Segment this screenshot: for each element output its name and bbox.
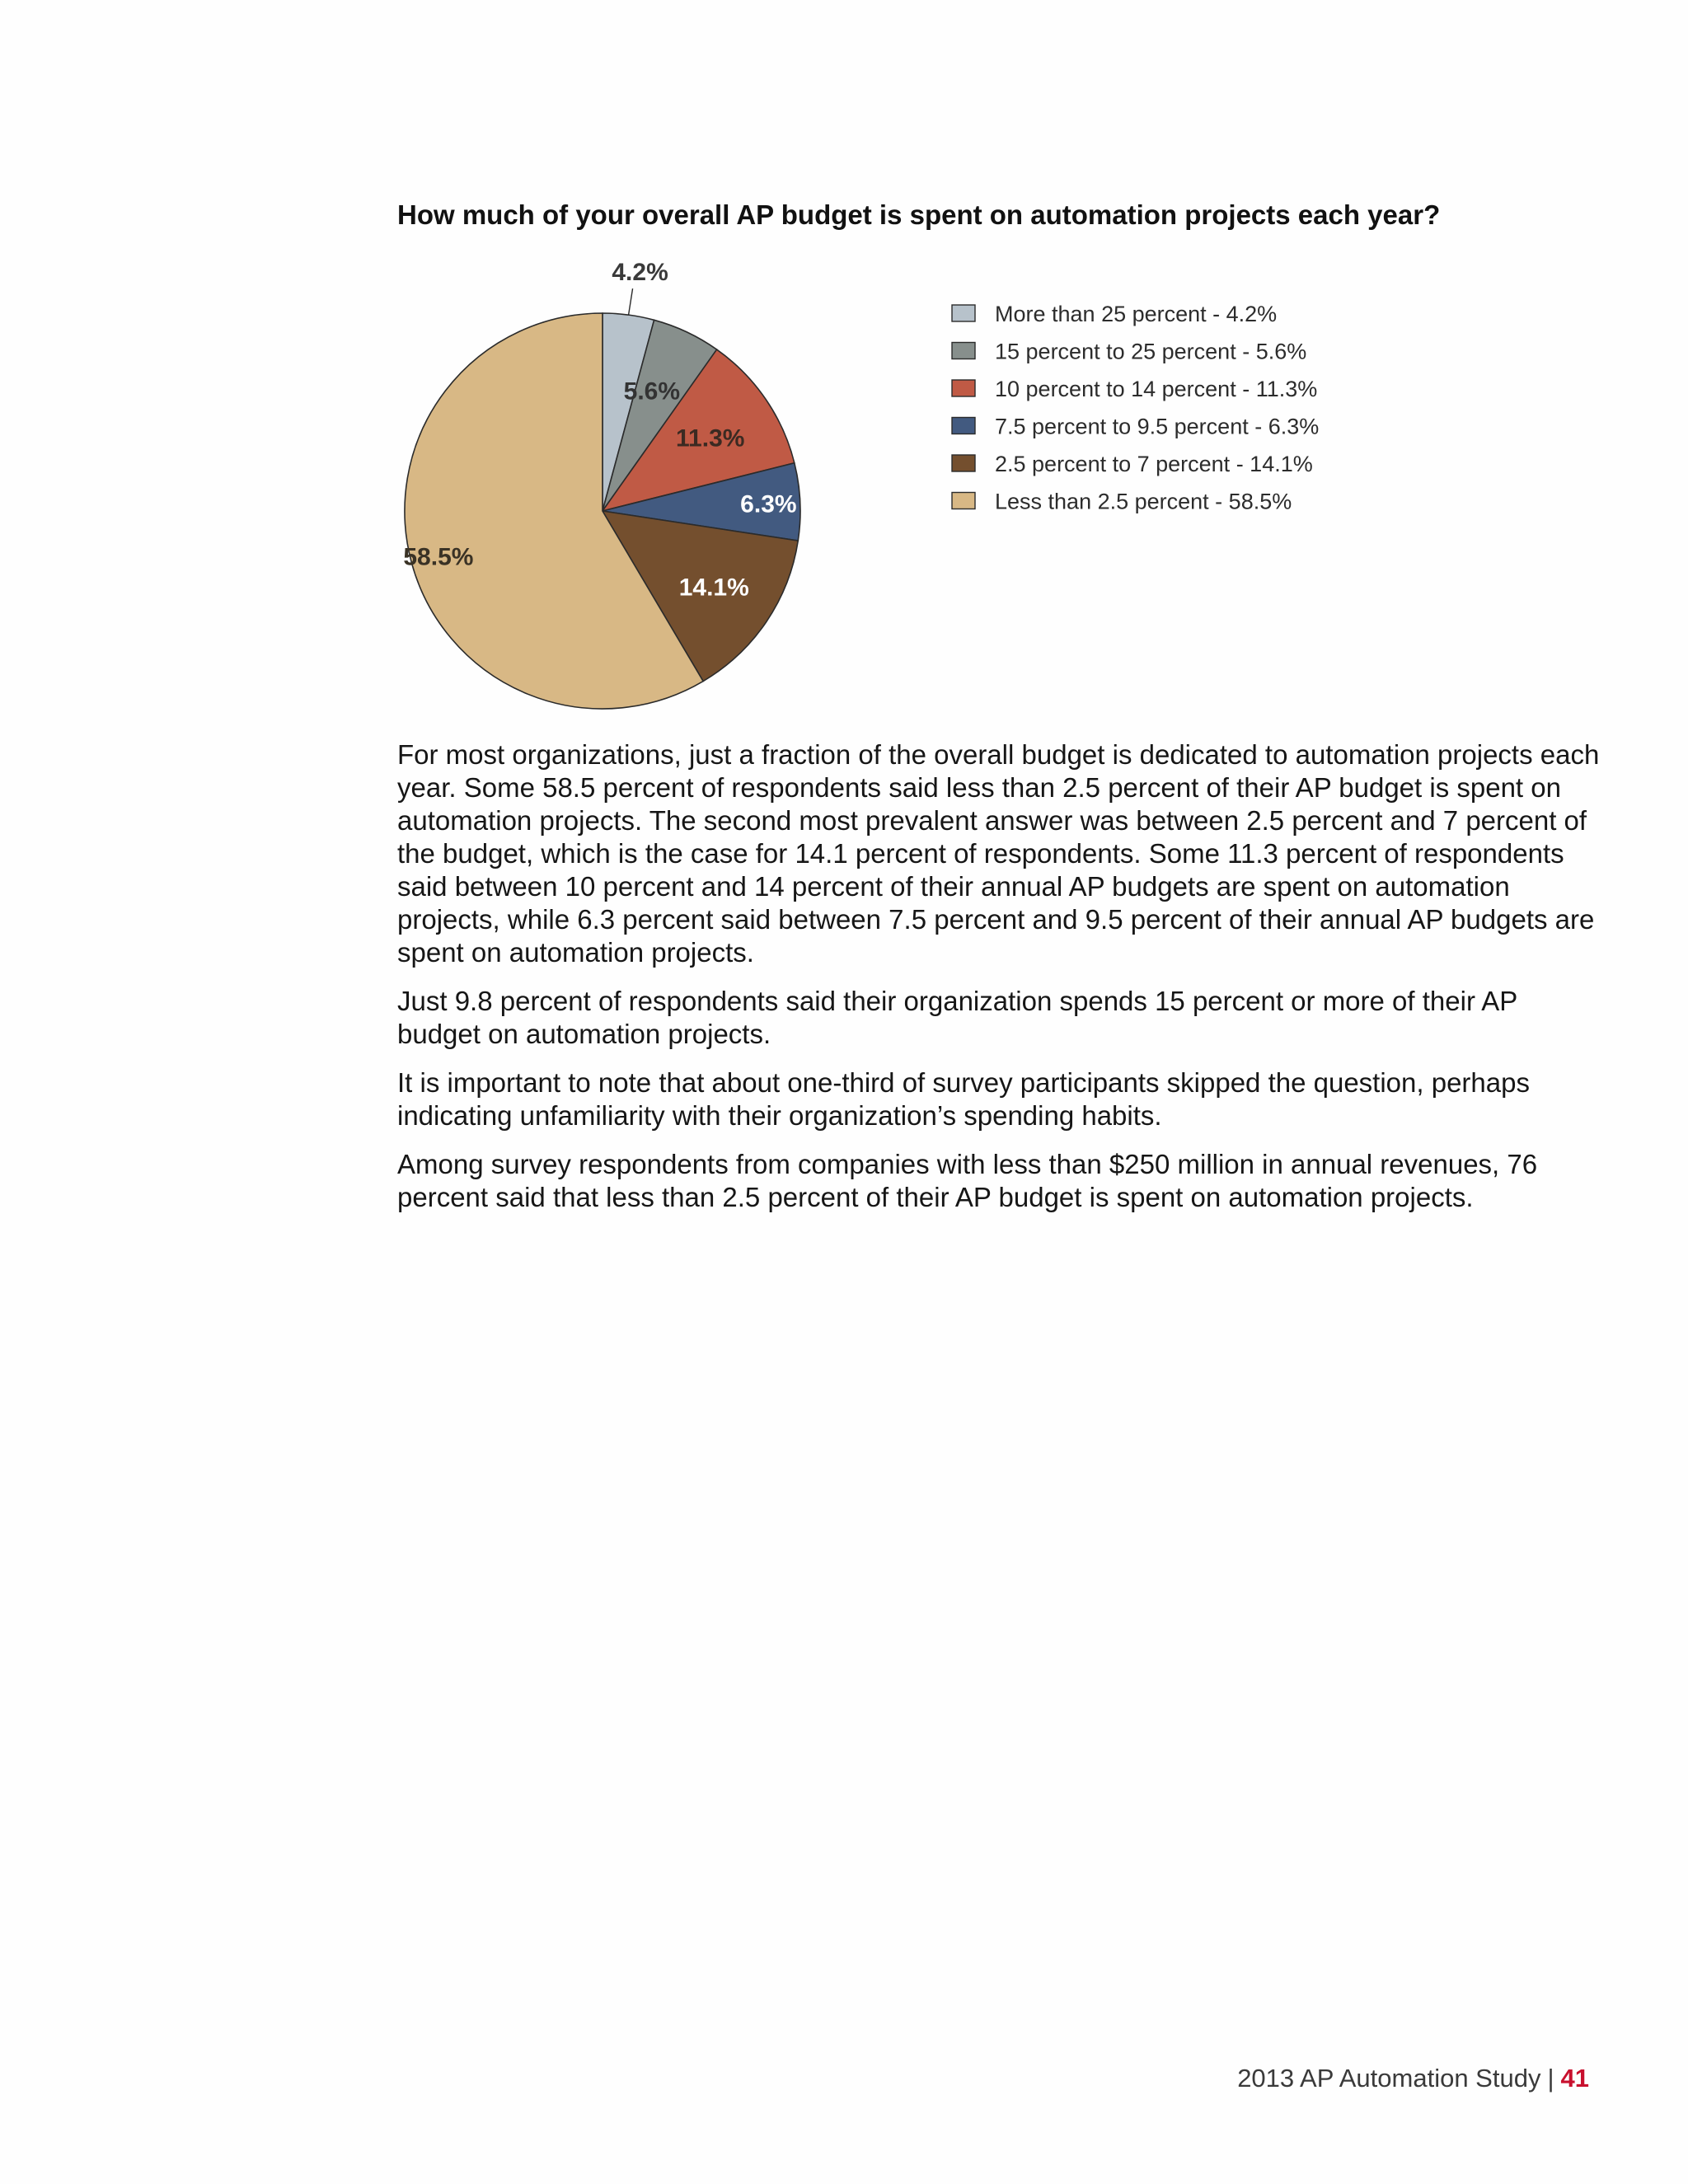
legend-label-15-to-25: 15 percent to 25 percent - 5.6% (995, 339, 1307, 364)
body-text (397, 738, 1601, 1230)
pie-value-label: 5.6% (623, 377, 681, 405)
paragraph: Just 9.8 percent of respondents said their organization spends 15 percent or more of their AP budget on automation projects. (397, 986, 1517, 1049)
footer-separator: | (1547, 2064, 1554, 2093)
legend-swatch-10-to-14 (952, 380, 975, 396)
pie-leader-line (629, 288, 633, 315)
legend-label-less-than-2-5: Less than 2.5 percent - 58.5% (995, 489, 1292, 514)
pie-value-label: 11.3% (676, 424, 745, 452)
pie-legend (952, 302, 1319, 514)
chart-title: How much of your overall AP budget is spent on automation projects each year? (397, 199, 1441, 230)
pie-value-label: 4.2% (612, 259, 668, 287)
legend-swatch-15-to-25 (952, 343, 975, 359)
legend-swatch-7-5-to-9-5 (952, 418, 975, 434)
publication-title: 2013 AP Automation Study (1237, 2064, 1541, 2093)
pie-value-label: 6.3% (740, 490, 797, 518)
legend-label-2-5-to-7: 2.5 percent to 7 percent - 14.1% (995, 452, 1313, 476)
legend-label-7-5-to-9-5: 7.5 percent to 9.5 percent - 6.3% (995, 414, 1320, 439)
page-number: 41 (1560, 2064, 1589, 2093)
legend-swatch-more-than-25 (952, 305, 975, 321)
pie-value-label: 14.1% (678, 574, 749, 602)
legend-label-more-than-25: More than 25 percent - 4.2% (995, 302, 1278, 326)
pie-value-label: 58.5% (403, 543, 474, 571)
paragraph: Among survey respondents from companies with less than $250 million in annual revenues, 76 percent said that less than 2.5 percent of their AP budget is spent on automation projects. (397, 1149, 1538, 1212)
paragraph: It is important to note that about one-third of survey participants skipped the question, perhaps indicating unfamiliarity with their organization’s spending habits. (397, 1067, 1530, 1131)
page-footer (1237, 2064, 1589, 2093)
pie-chart (387, 247, 1320, 717)
paragraph: For most organizations, just a fraction of the overall budget is dedicated to automation projects each year. Some 58.5 percent of respondents said less than 2.5 percent of their AP budget is spent on automation projects. The second most prevalent answer was between 2.5 percent and 7 percent of the budget, which is the case for 14.1 percent of respondents. Some 11.3 percent of respondents said between 10 percent and 14 percent of their annual AP budgets are spent on automation projects, while 6.3 percent said between 7.5 percent and 9.5 percent of their annual AP budgets are spent on automation projects. (397, 739, 1600, 968)
legend-swatch-less-than-2-5 (952, 493, 975, 509)
legend-label-10-to-14: 10 percent to 14 percent - 11.3% (995, 377, 1318, 401)
legend-swatch-2-5-to-7 (952, 455, 975, 471)
